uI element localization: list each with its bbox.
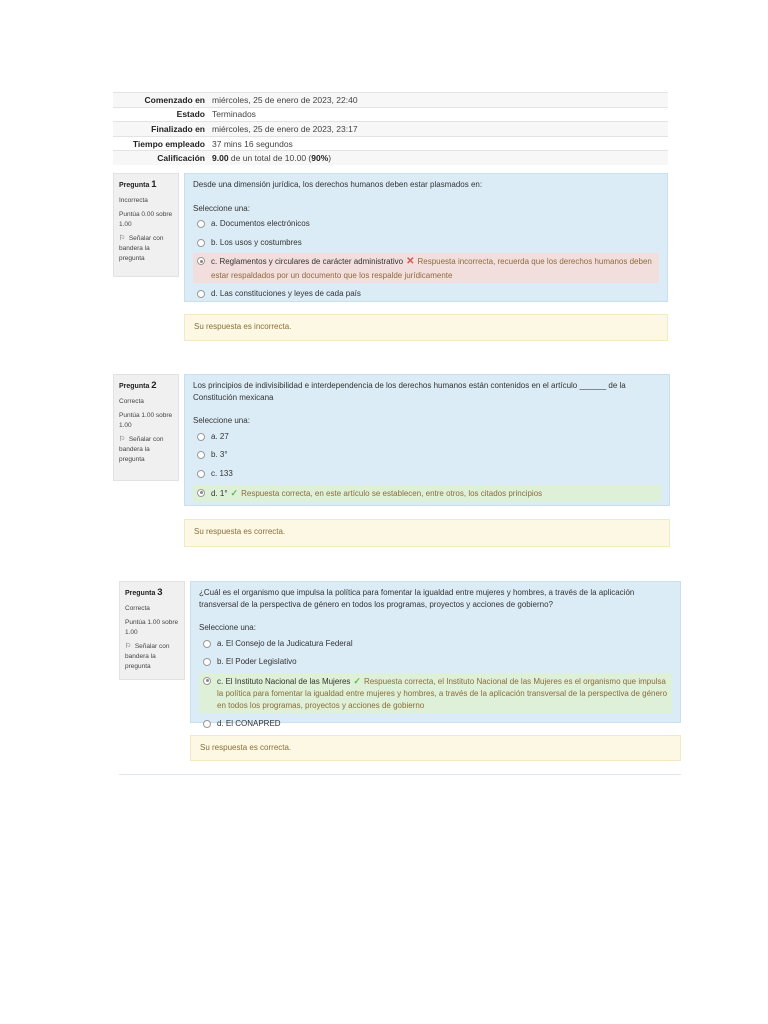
summary-key: Finalizado en <box>113 122 212 137</box>
flag-icon: ⚐ <box>125 642 132 650</box>
answer-option-c[interactable]: c. 133 <box>193 466 661 482</box>
summary-key: Calificación <box>113 151 212 165</box>
select-one-label: Seleccione una: <box>193 203 250 213</box>
answer-option-b[interactable]: b. Los usos y costumbres <box>193 235 659 251</box>
question-number: Pregunta 1 <box>119 179 157 190</box>
correct-check-icon: ✓ <box>353 675 361 686</box>
question-content <box>184 173 668 302</box>
question-prompt: Los principios de indivisibilidad e interdependencia de los derechos humanos están contenidos en el artículo ______ de la Constitución mexicana <box>193 381 626 402</box>
radio-icon[interactable] <box>197 451 205 459</box>
question-outcome: Su respuesta es incorrecta. <box>184 314 668 341</box>
answer-option-d[interactable]: d. El CONAPRED <box>199 716 672 732</box>
radio-icon[interactable] <box>203 658 211 666</box>
question-number: Pregunta 3 <box>125 587 163 598</box>
answer-text: c. Reglamentos y circulares de carácter administrativo <box>211 257 404 267</box>
attempt-summary-table <box>113 92 668 165</box>
radio-icon[interactable] <box>197 433 205 441</box>
radio-icon[interactable] <box>197 489 205 497</box>
radio-icon[interactable] <box>197 290 205 298</box>
flag-question-link[interactable]: ⚐ Señalar con bandera la pregunta <box>119 435 164 463</box>
summary-grade-value <box>212 151 668 165</box>
summary-key: Comenzado en <box>113 93 212 108</box>
answer-option-b[interactable]: b. 3° <box>193 447 661 463</box>
radio-icon[interactable] <box>203 640 211 648</box>
answer-option-a[interactable]: a. 27 <box>193 429 661 445</box>
summary-key: Tiempo empleado <box>113 136 212 151</box>
question-info <box>113 374 179 481</box>
question-content <box>184 374 670 506</box>
answer-option-a[interactable]: a. El Consejo de la Judicatura Federal <box>199 636 672 652</box>
answer-text: d. 1° <box>211 488 228 498</box>
summary-key: Estado <box>113 107 212 122</box>
grade-end: ) <box>328 153 332 164</box>
answer-option-c[interactable] <box>199 673 672 713</box>
answer-option-d[interactable]: d. Las constituciones y leyes de cada país <box>193 286 659 302</box>
radio-icon[interactable] <box>197 220 205 228</box>
question-number: Pregunta 2 <box>119 380 157 391</box>
flag-question-link[interactable]: ⚐ Señalar con bandera la pregunta <box>125 642 170 670</box>
question-status: Incorrecta <box>119 197 148 205</box>
radio-icon[interactable] <box>203 677 211 685</box>
grade-score: 9.00 <box>212 153 229 164</box>
question-outcome: Su respuesta es correcta. <box>184 519 670 547</box>
question-content <box>190 581 681 729</box>
summary-row-grade <box>113 151 668 165</box>
answer-option-a[interactable]: a. Documentos electrónicos <box>193 216 659 232</box>
answer-option-b[interactable]: b. El Poder Legislativo <box>199 654 672 670</box>
summary-row-finished <box>113 122 668 137</box>
grade-mid: de un total de 10.00 ( <box>228 153 312 164</box>
answer-option-c[interactable] <box>193 253 659 283</box>
question-info <box>119 581 185 680</box>
incorrect-icon: ✕ <box>406 256 415 268</box>
answer-feedback: Respuesta incorrecta, recuerda que los derechos humanos deben estar respaldados por un documento que los respalde jurídicamente <box>211 257 652 280</box>
summary-value: miércoles, 25 de enero de 2023, 23:17 <box>212 122 668 137</box>
summary-row-state <box>113 107 668 122</box>
radio-icon[interactable] <box>197 239 205 247</box>
answer-option-d[interactable] <box>193 485 661 502</box>
answer-text: c. El Instituto Nacional de las Mujeres <box>217 676 351 686</box>
grade-percent: 90% <box>311 153 329 164</box>
select-one-label: Seleccione una: <box>193 416 250 426</box>
question-grade: Puntúa 0.00 sobre 1.00 <box>119 211 173 228</box>
next-question-edge <box>119 774 681 775</box>
question-outcome: Su respuesta es correcta. <box>190 735 681 761</box>
question-grade: Puntúa 1.00 sobre 1.00 <box>119 412 173 429</box>
correct-check-icon: ✓ <box>230 487 239 498</box>
summary-row-started <box>113 93 668 108</box>
select-one-label: Seleccione una: <box>199 623 256 633</box>
flag-icon: ⚐ <box>119 234 126 242</box>
radio-icon[interactable] <box>203 720 211 728</box>
question-prompt: ¿Cuál es el organismo que impulsa la política para fomentar la igualdad entre mujeres y hombres, a través de la aplicación transversal de la perspectiva de género en todos los programas, proyectos y acciones de gobierno? <box>199 588 635 609</box>
question-prompt: Desde una dimensión jurídica, los derechos humanos deben estar plasmados en: <box>193 180 483 189</box>
summary-row-time <box>113 136 668 151</box>
question-status: Correcta <box>125 605 150 613</box>
summary-value: miércoles, 25 de enero de 2023, 22:40 <box>212 93 668 108</box>
answer-feedback: Respuesta correcta, el Instituto Nacional de las Mujeres es el organismo que impulsa la política para fomentar la igualdad entre mujeres y hombres, a través de la aplicación transversal de la perspectiva de género en todos los programas, proyectos y acciones de gobierno <box>217 676 668 710</box>
question-grade: Puntúa 1.00 sobre 1.00 <box>125 619 179 636</box>
summary-value: 37 mins 16 segundos <box>212 136 668 151</box>
question-info <box>113 173 179 277</box>
radio-icon[interactable] <box>197 470 205 478</box>
flag-icon: ⚐ <box>119 435 126 443</box>
flag-question-link[interactable]: ⚐ Señalar con bandera la pregunta <box>119 234 164 262</box>
radio-icon[interactable] <box>197 257 205 265</box>
question-status: Correcta <box>119 398 144 406</box>
answer-feedback: Respuesta correcta, en este artículo se establecen, entre otros, los citados principios <box>241 488 543 498</box>
summary-value: Terminados <box>212 107 668 122</box>
